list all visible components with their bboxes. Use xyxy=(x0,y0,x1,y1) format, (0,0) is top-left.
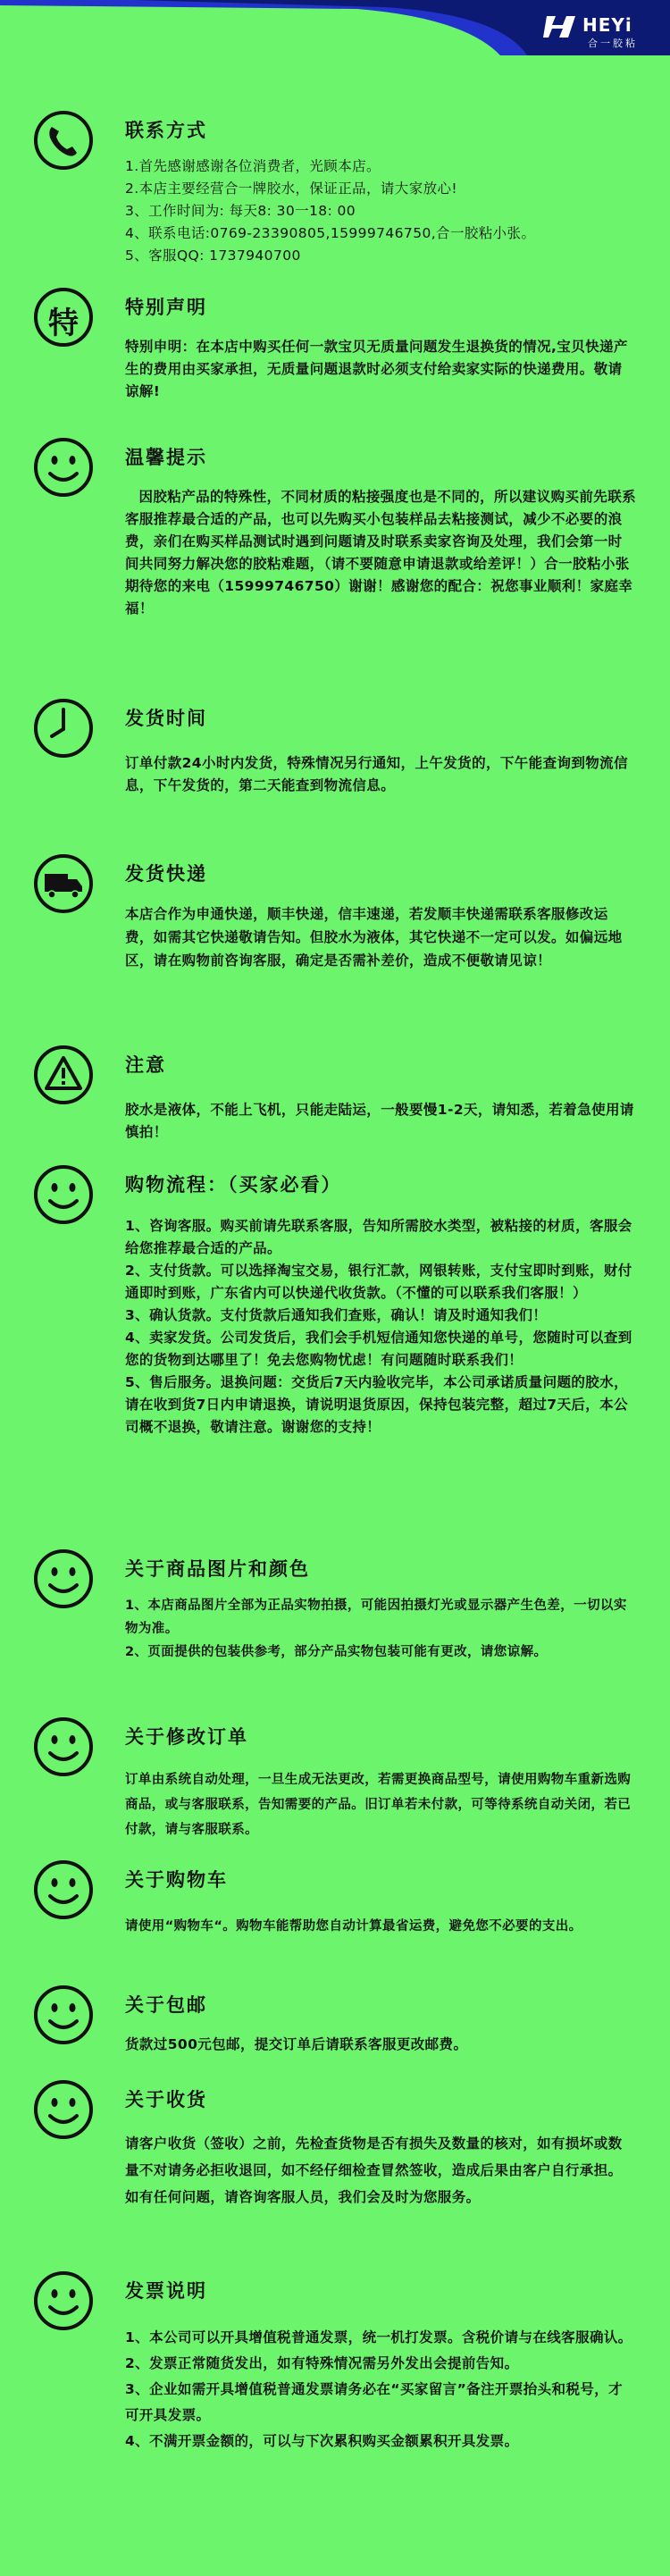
line: 3、确认货款。支付货款后通知我们查账，确认！请及时通知我们！ xyxy=(125,1307,548,1323)
line: 5、售后服务。退换问题：交货后7天内验收完毕，本公司承诺质量问题的胶水，请在收到货7日内申请退换，请说明退货原因，保持包装完整，超过7天后，本公司概不退换，敬请注意。谢谢您的支持！ xyxy=(125,1374,628,1435)
line: 2、页面提供的包装供参考，部分产品实物包装可能有更改，请您谅解。 xyxy=(125,1645,548,1659)
line: 因胶粘产品的特殊性，不同材质的粘接强度也是不同的，所以建议购买前先联系客服推荐最合适的产品，也可以先购买小包装样品去粘接测试，减少不必要的浪费，亲们在购买样品测试时遇到问题请及时联系卖家咨询及处理，我们会第一时间共同努力解决您的胶粘难题，（请不要随意申请退款或给差评！）合一胶粘小张期待您的来电（15999746750）谢谢！感谢您的配合：祝您事业顺利！家庭幸福！ xyxy=(125,489,637,617)
line: 胶水是液体，不能上飞机，只能走陆运，一般要慢1-2天，请知悉，若着急使用请慎拍！ xyxy=(125,1102,634,1140)
section-title: 注意 xyxy=(125,1054,166,1076)
smiley-icon xyxy=(32,2078,95,2141)
section-body xyxy=(125,752,636,797)
line: 1、本公司可以开具增值税普通发票，统一机打发票。含税价请与在线客服确认。 xyxy=(125,2329,632,2345)
section-body xyxy=(125,155,636,267)
section-title: 特别声明 xyxy=(125,297,207,318)
section-title: 发货时间 xyxy=(125,708,207,729)
section-title: 关于收货 xyxy=(125,2089,207,2110)
section-body xyxy=(125,902,636,972)
brand-logo xyxy=(543,13,659,48)
section-body xyxy=(125,1914,636,1939)
line: 5、客服QQ: 1737940700 xyxy=(125,248,301,264)
line: 请使用“购物车“。购物车能帮助您自动计算最省运费，避免您不必要的支出。 xyxy=(125,1919,582,1934)
section-title: 温馨提示 xyxy=(125,447,207,468)
line: 2、发票正常随货发出，如有特殊情况需另外发出会提前告知。 xyxy=(125,2355,519,2371)
brand-subtitle: 合一胶粘 xyxy=(588,38,638,49)
line: 请客户收货（签收）之前，先检查货物是否有损失及数量的核对，如有损坏或数量不对请务必拒收退回，如不经仔细检查冒然签收，造成后果由客户自行承担。如有任何问题，请咨询客服人员，我们会及时为您服务。 xyxy=(125,2135,623,2205)
section-body xyxy=(125,2325,636,2454)
section-body xyxy=(125,486,636,620)
section-title: 关于包邮 xyxy=(125,1994,207,2016)
line: 3、工作时间为: 每天8: 30一18: 00 xyxy=(125,203,356,219)
line: 订单由系统自动处理，一旦生成无法更改，若需更换商品型号，请使用购物车重新选购商品，或与客服联系，告知需要的产品。旧订单若未付款，可等待系统自动关闭，若已付款，请与客服联系。 xyxy=(125,1773,632,1837)
warning-icon xyxy=(32,1044,95,1106)
smiley-icon xyxy=(32,1984,95,2046)
smiley-icon xyxy=(32,1716,95,1778)
smiley-icon xyxy=(32,1548,95,1610)
line: 2、支付货款。可以选择淘宝交易，银行汇款，网银转账，支付宝即时到账，财付通即时到账，广东省内可以快递代收货款。（不懂的可以联系我们客服！） xyxy=(125,1263,632,1301)
truck-icon xyxy=(32,852,95,915)
line: 4、联系电话:0769-23390805,15999746750,合一胶粘小张。 xyxy=(125,225,536,241)
section-title: 发票说明 xyxy=(125,2280,207,2302)
smiley-icon xyxy=(32,1859,95,1921)
section-body xyxy=(125,1215,636,1439)
logo-mark-icon xyxy=(543,13,579,41)
line: 1、本店商品图片全部为正品实物拍摄，可能因拍摄灯光或显示器产生色差，一切以实物为准。 xyxy=(125,1598,627,1636)
section-title: 联系方式 xyxy=(125,120,207,141)
section-title: 关于修改订单 xyxy=(125,1726,248,1748)
section-title: 关于购物车 xyxy=(125,1869,228,1891)
section-body xyxy=(125,1594,636,1664)
section-title: 购物流程：（买家必看） xyxy=(125,1174,342,1196)
section-body xyxy=(125,2130,636,2211)
line: 2.本店主要经营合一牌胶水，保证正品，请大家放心! xyxy=(125,180,458,197)
line: 4、不满开票金额的，可以与下次累积购买金额累积开具发票。 xyxy=(125,2433,519,2449)
line: 本店合作为申通快递，顺丰快递，信丰速递，若发顺丰快递需联系客服修改运费，如需其它快递敬请告知。但胶水为液体，其它快递不一定可以发。如偏远地区，请在购物前咨询客服，确定是否需补差价，造成不便敬请见谅！ xyxy=(125,906,623,969)
line: 订单付款24小时内发货，特殊情况另行通知，上午发货的，下午能查询到物流信息，下午发货的，第二天能查到物流信息。 xyxy=(125,755,628,793)
smiley-icon xyxy=(32,436,95,499)
special-badge-icon xyxy=(32,286,95,348)
badge-text: 特 xyxy=(48,306,79,341)
clock-icon xyxy=(32,697,95,759)
header-bar xyxy=(0,0,670,55)
line: 特别申明：在本店中购买任何一款宝贝无质量问题发生退换货的情况,宝贝快递产生的费用由买家承担，无质量问题退款时必须支付给卖家实际的快递费用。敬请谅解! xyxy=(125,339,628,399)
smiley-icon xyxy=(32,2270,95,2332)
line: 3、企业如需开具增值税普通发票请务必在“买家留言”备注开票抬头和税号，才可开具发票。 xyxy=(125,2381,624,2423)
line: 1.首先感谢感谢各位消费者，光顾本店。 xyxy=(125,158,381,174)
section-body xyxy=(125,2034,636,2056)
section-title: 关于商品图片和颜色 xyxy=(125,1558,310,1580)
phone-icon xyxy=(32,109,95,172)
smiley-icon xyxy=(32,1163,95,1226)
line: 1、咨询客服。购买前请先联系客服，告知所需胶水类型，被粘接的材质，客服会给您推荐最合适的产品。 xyxy=(125,1218,632,1256)
line: 4、卖家发货。公司发货后，我们会手机短信通知您快递的单号，您随时可以查到您的货物到达哪里了！免去您购物忧虑！有问题随时联系我们！ xyxy=(125,1330,632,1368)
section-title: 发货快递 xyxy=(125,863,207,885)
section-body xyxy=(125,1099,636,1144)
section-body xyxy=(125,1767,636,1842)
section-body xyxy=(125,336,636,403)
brand-name: HEYi xyxy=(582,14,632,36)
line: 货款过500元包邮，提交订单后请联系客服更改邮费。 xyxy=(125,2036,468,2052)
